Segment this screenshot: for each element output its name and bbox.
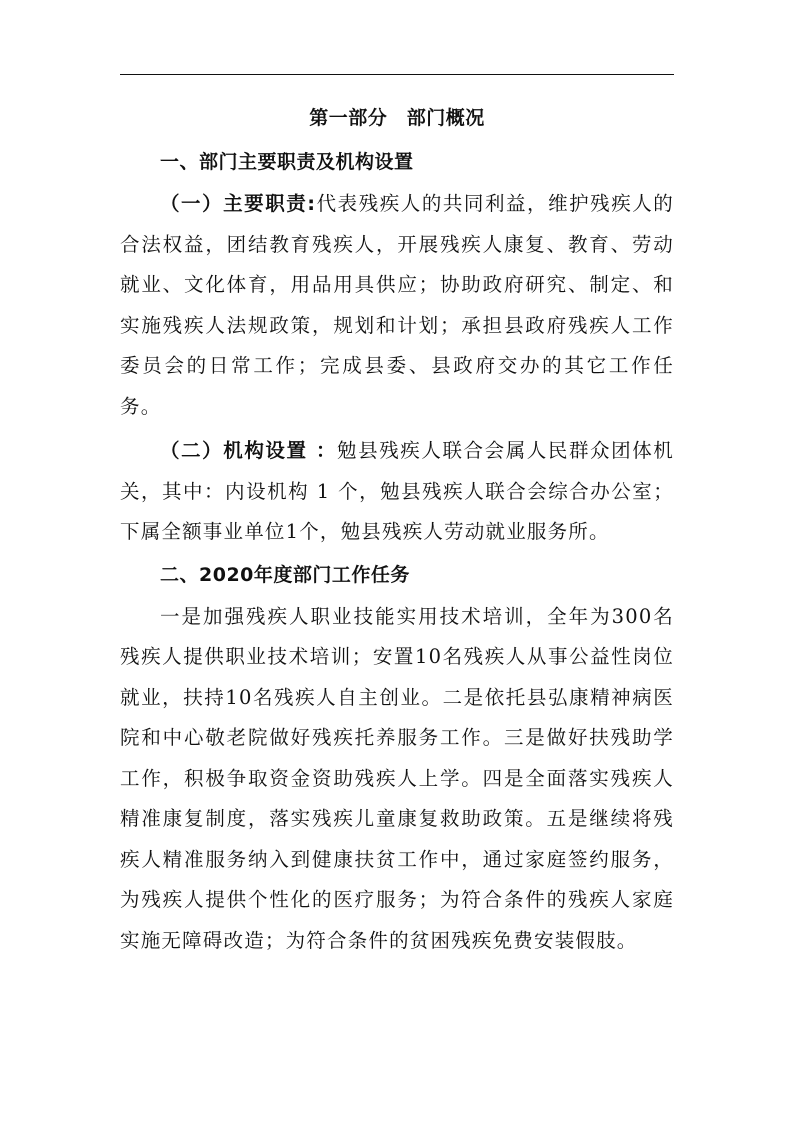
structure-lead: （二）机构设置 ： [160,439,338,462]
section-1-heading: 一、部门主要职责及机构设置 [160,151,414,173]
header-rule [120,74,674,75]
document-body [120,96,674,961]
structure-paragraph [120,431,674,553]
page-title: 第一部分 部门概况 [309,107,485,129]
section-2-heading: 二、2020年度部门工作任务 [160,563,410,586]
duties-paragraph [120,184,674,427]
tasks-paragraph: 一是加强残疾人职业技能实用技术培训，全年为300名残疾人提供职业技术培训；安置10名残疾人从事公益性岗位就业，扶持10名残疾人自主创业。二是依托县弘康精神病医院和中心敬老院做好残疾托养服务工作。三是做好扶残助学工作，积极争取资金资助残疾人上学。四是全面落实残疾人精准康复制度，落实残疾儿童康复救助政策。五是继续将残疾人精准服务纳入到健康扶贫工作中，通过家庭签约服务，为残疾人提供个性化的医疗服务；为符合条件的残疾人家庭实施无障碍改造；为符合条件的贫困残疾免费安装假肢。 [120,604,674,952]
structure-text: 勉县残疾人联合会属人民群众团体机关，其中：内设机构 1 个，勉县残疾人联合会综合办公室；下属全额事业单位1个，勉县残疾人劳动就业服务所。 [120,439,674,543]
duties-text: 代表残疾人的共同利益，维护残疾人的合法权益，团结教育残疾人，开展残疾人康复、教育、劳动就业、文化体育，用品用具供应；协助政府研究、制定、和实施残疾人法规政策，规划和计划；承担县政府残疾人工作委员会的日常工作；完成县委、县政府交办的其它工作任务。 [120,192,674,418]
duties-lead: （一）主要职责: [160,192,317,215]
